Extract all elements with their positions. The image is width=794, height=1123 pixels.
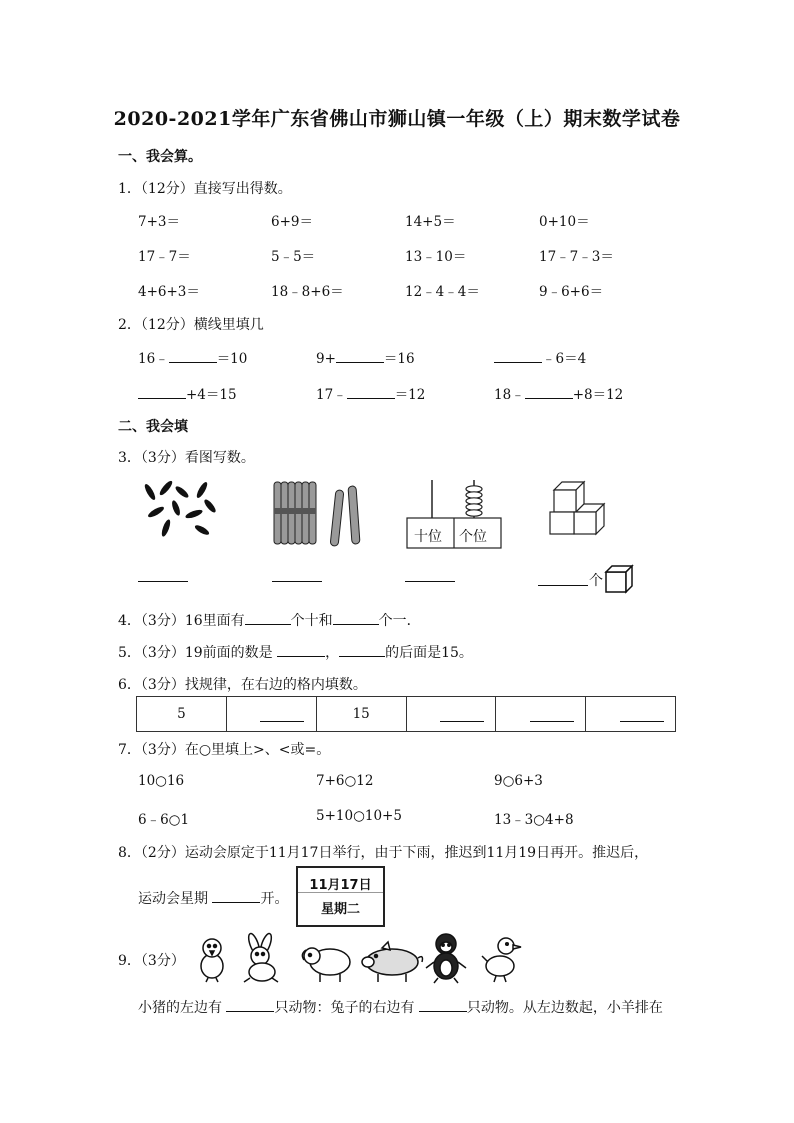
- sequence-cell[interactable]: [496, 697, 586, 732]
- answer-blank[interactable]: [277, 642, 325, 657]
- calc-item: 4+6+3＝: [138, 284, 200, 300]
- fill-item: 9+ ＝16: [316, 347, 415, 367]
- question-1-label: 1．（12分）直接写出得数。: [118, 181, 292, 197]
- answer-blank[interactable]: [272, 580, 322, 582]
- cubes-figure: [540, 478, 608, 544]
- answer-blank[interactable]: [336, 348, 384, 363]
- calendar-weekday: 星期二: [320, 902, 360, 917]
- cube-unit-label: 个: [589, 573, 603, 589]
- question-2-label: 2．（12分）横线里填几: [118, 317, 264, 333]
- sequence-cell[interactable]: [586, 697, 676, 732]
- calendar-date: 11月17日: [309, 878, 372, 893]
- sheep-icon: [302, 948, 350, 982]
- fill-item: 18﹣ +8＝12: [494, 383, 623, 403]
- compare-item[interactable]: 10○16: [138, 773, 185, 789]
- rabbit-icon: [244, 932, 278, 982]
- question-7-label: 7．（3分）在○里填上>、<或=。: [118, 742, 331, 758]
- calc-item: 7+3＝: [138, 214, 180, 230]
- animal-row: [196, 932, 522, 984]
- calc-item: 12﹣4﹣4＝: [405, 284, 480, 300]
- answer-blank[interactable]: [226, 997, 274, 1012]
- section-heading-1: 一、我会算。: [118, 149, 202, 165]
- question-9-label: 9．（3分）: [118, 953, 185, 969]
- fill-item: 16﹣ ＝10: [138, 347, 247, 367]
- answer-blank[interactable]: [538, 584, 588, 586]
- calc-item: 17﹣7﹣3＝: [539, 249, 614, 265]
- cube-icon: [604, 564, 634, 594]
- fill-item: +4＝15: [138, 383, 237, 403]
- leaves-figure: [136, 478, 220, 540]
- answer-blank[interactable]: [245, 610, 291, 625]
- calc-item: 6+9＝: [271, 214, 313, 230]
- sequence-cell[interactable]: [406, 697, 496, 732]
- question-3-label: 3．（3分）看图写数。: [118, 450, 255, 466]
- sequence-table: [136, 696, 676, 732]
- compare-item[interactable]: 9○6+3: [494, 773, 543, 789]
- question-4: 4．（3分）16里面有 个十和 个一．: [118, 610, 421, 630]
- answer-blank[interactable]: [525, 384, 573, 399]
- calc-item: 18﹣8+6＝: [271, 284, 344, 300]
- sequence-cell[interactable]: [226, 697, 316, 732]
- answer-blank[interactable]: [530, 721, 574, 722]
- answer-blank[interactable]: [419, 997, 467, 1012]
- calc-item: 5﹣5＝: [271, 249, 316, 265]
- sequence-cell: 15: [316, 697, 406, 732]
- fill-item: 17﹣ ＝12: [316, 383, 425, 403]
- answer-blank[interactable]: [405, 580, 455, 582]
- compare-item[interactable]: 13﹣3○4+8: [494, 812, 574, 828]
- calc-item: 0+10＝: [539, 214, 590, 230]
- abacus-ones-label: 个位: [459, 529, 487, 545]
- monkey-icon: [426, 934, 466, 983]
- section-heading-2: 二、我会填: [118, 419, 188, 435]
- fill-item: ﹣6＝4: [494, 347, 586, 367]
- compare-item[interactable]: 5+10○10+5: [316, 808, 402, 824]
- answer-blank[interactable]: [347, 384, 395, 399]
- sticks-figure: [270, 478, 370, 550]
- calc-item: 14+5＝: [405, 214, 456, 230]
- calc-item: 9﹣6+6＝: [539, 284, 604, 300]
- answer-blank[interactable]: [212, 888, 260, 903]
- page-title: 2020-2021学年广东省佛山市狮山镇一年级（上）期末数学试卷: [113, 108, 681, 130]
- chick-icon: [201, 939, 223, 982]
- answer-blank[interactable]: [333, 610, 379, 625]
- question-6-label: 6．（3分）找规律，在右边的格内填数。: [118, 677, 367, 693]
- answer-blank[interactable]: [260, 721, 304, 722]
- calendar-divider: [298, 892, 383, 893]
- question-8-line2: 运动会星期 开。: [138, 888, 288, 908]
- answer-blank[interactable]: [494, 348, 542, 363]
- answer-blank[interactable]: [138, 580, 188, 582]
- question-8-label: 8．（2分）运动会原定于11月17日举行，由于下雨，推迟到11月19日再开。推迟后，: [118, 845, 649, 861]
- answer-blank[interactable]: [339, 642, 385, 657]
- abacus-tens-label: 十位: [414, 529, 442, 545]
- question-5: 5．（3分）19前面的数是 ， 的后面是15。: [118, 642, 473, 662]
- answer-blank[interactable]: [138, 384, 186, 399]
- answer-blank[interactable]: [620, 721, 664, 722]
- duck-icon: [482, 938, 521, 982]
- pig-icon: [362, 942, 423, 982]
- answer-blank[interactable]: [169, 348, 217, 363]
- calc-item: 17﹣7＝: [138, 249, 191, 265]
- question-9-text: 小猪的左边有 只动物：兔子的右边有 只动物。从左边数起，小羊排在: [138, 997, 663, 1017]
- sequence-cell: 5: [137, 697, 227, 732]
- compare-item[interactable]: 6﹣6○1: [138, 812, 190, 828]
- calendar-card: [296, 866, 385, 927]
- compare-item[interactable]: 7+6○12: [316, 773, 374, 789]
- answer-blank[interactable]: [440, 721, 484, 722]
- calc-item: 13﹣10＝: [405, 249, 467, 265]
